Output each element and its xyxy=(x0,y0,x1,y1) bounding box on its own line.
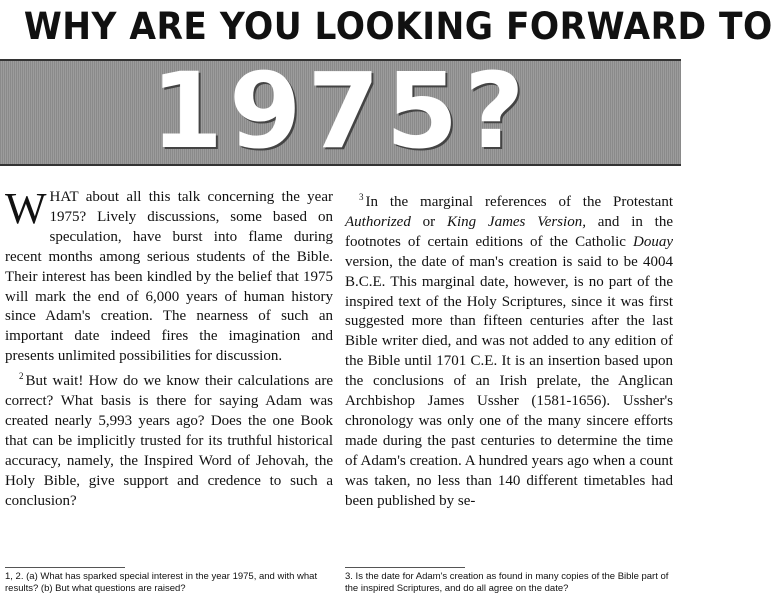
footnote-right: 3. Is the date for Adam's creation as found in many copies of the Bible part of the inspired Scriptures, and do all agree on the date? xyxy=(345,571,669,594)
paragraph-3-text-b: or xyxy=(410,213,447,230)
paragraph-2-text: But wait! How do we know their calculations are correct? What basis is there for saying Adam was created nearly 5,993 years ago? Does the one Book that can be implicitly trusted for its truthful historical accuracy, namely, the Inspired Word of Jehovah, the Holy Bible, give support and credence to such a conclusion? xyxy=(5,373,333,509)
paragraph-1 xyxy=(5,184,333,367)
italic-king-james: King James Version, xyxy=(446,213,586,230)
paragraph-3 xyxy=(345,188,673,512)
footnote-divider-left xyxy=(5,567,125,568)
headline: WHY ARE YOU LOOKING FORWARD TO xyxy=(23,5,773,48)
paragraph-number: 3 xyxy=(359,192,364,202)
paragraph-3-text-d: version, the date of man's creation is said to be 4004 B.C.E. This marginal date, however, is no part of the inspired text of the Holy Scriptures, since it was first suggested more than fifteen centuries after the last Bible writer died, and was not added to any edition of the Bible until 1701 C.E. It is an insertion based upon the conclusions of an Irish prelate, the Anglican Archbishop James Ussher (1581-1656). Ussher's chronology was only one of the many sincere efforts made during the past centuries to determine the time of Adam's creation. A hundred years ago when a count was taken, no less than 140 different timetables had been published by se- xyxy=(345,253,673,509)
year-banner xyxy=(0,50,681,172)
footnote-left: 1, 2. (a) What has sparked special interest in the year 1975, and with what results? (b) But what questions are raised? xyxy=(5,571,318,594)
drop-cap: W xyxy=(5,184,47,233)
right-column xyxy=(345,188,673,512)
paragraph-3-text-c: and in the footnotes of certain editions of the Catholic xyxy=(345,213,673,250)
left-column xyxy=(5,184,333,512)
footnote-divider-right xyxy=(345,567,465,568)
italic-authorized: Authorized xyxy=(345,213,411,230)
paragraph-2 xyxy=(5,367,333,511)
year-title: 1975? xyxy=(150,50,531,172)
paragraph-3-text-a: In the marginal references of the Protestant xyxy=(365,194,673,210)
italic-douay: Douay xyxy=(633,233,673,250)
paragraph-number: 2 xyxy=(19,371,24,382)
paragraph-1-text: HAT about all this talk concerning the year 1975? Lively discussions, some based on speculation, have burst into flame during recent months among serious students of the Bible. Their interest has been kindled by the belief that 1975 will mark the end of 6,000 years of human history since Adam's creation. The nearness of such an important date indeed fires the imagination and presents unlimited possibilities for discussion. xyxy=(5,189,333,365)
